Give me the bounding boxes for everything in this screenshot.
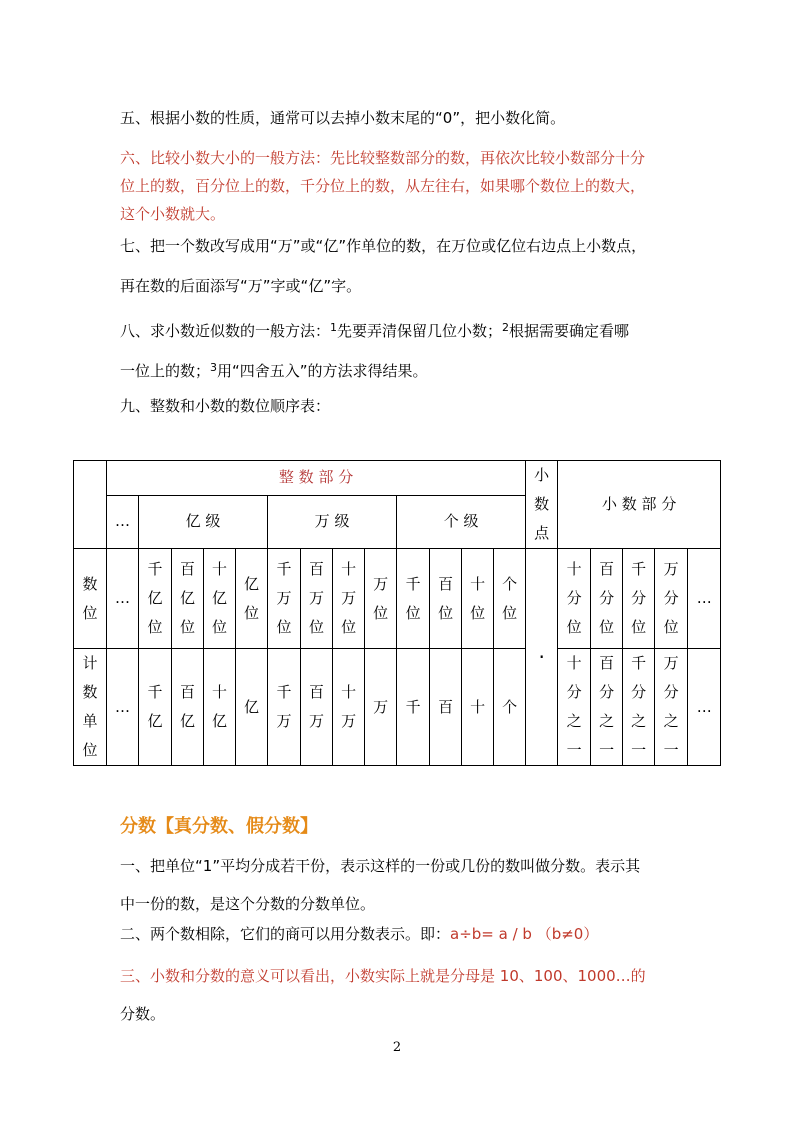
place-cell: 千 万 位 <box>268 549 301 649</box>
place-cell: 个 位 <box>494 549 526 649</box>
unit-cell: 十 亿 <box>204 649 236 766</box>
row-label-place: 数 位 <box>74 549 107 649</box>
decimal-part-header: 小 数 部 分 <box>558 461 721 549</box>
page-number: 2 <box>392 1040 402 1055</box>
wan-ji-header: 万 级 <box>268 495 397 548</box>
decimal-unit-cell: 万 分 之 一 <box>655 649 688 766</box>
yi-ji-header: 亿 级 <box>139 495 268 548</box>
unit-cell: 千 <box>397 649 430 766</box>
decimal-place-cell: 万 分 位 <box>655 549 688 649</box>
unit-cell: 十 <box>462 649 494 766</box>
line-6c: 这个小数就大。 <box>120 205 226 223</box>
decimal-place-cell: 千 分 位 <box>623 549 655 649</box>
decimal-unit-cell: 十 分 之 一 <box>558 649 591 766</box>
decimal-unit-cell: 千 分 之 一 <box>623 649 655 766</box>
decimal-place-cell: 十 分 位 <box>558 549 591 649</box>
place-cell: 百 万 位 <box>301 549 333 649</box>
unit-cell: 百 万 <box>301 649 333 766</box>
unit-cell: 千 万 <box>268 649 301 766</box>
ellipsis-cell: … <box>107 495 139 548</box>
line-6b: 位上的数，百分位上的数，千分位上的数，从左往右，如果哪个数位上的数大， <box>120 177 646 195</box>
fraction-heading: 分数【真分数、假分数】 <box>120 816 318 837</box>
place-cell: 百 位 <box>430 549 462 649</box>
line-8a: 八、求小数近似数的一般方法：$^1$先要弄清保留几位小数；$^2$根据需要确定看哪 <box>120 321 630 340</box>
place-cell: 亿 位 <box>236 549 268 649</box>
fraction-line-2: 二、两个数相除，它们的商可以用分数表示。即：a÷b= a / b （b≠0） <box>120 925 599 943</box>
ellipsis-cell: … <box>688 549 721 649</box>
line-5: 五、根据小数的性质，通常可以去掉小数末尾的“0”，把小数化简。 <box>120 109 566 127</box>
unit-cell: 个 <box>494 649 526 766</box>
unit-cell: 百 亿 <box>172 649 204 766</box>
place-cell: 百 亿 位 <box>172 549 204 649</box>
line-6a: 六、比较小数大小的一般方法：先比较整数部分的数，再依次比较小数部分十分 <box>120 149 646 167</box>
place-cell: 千 亿 位 <box>139 549 172 649</box>
fraction-line-1a: 一、把单位“1”平均分成若干份，表示这样的一份或几份的数叫做分数。表示其 <box>120 857 641 875</box>
decimal-unit-cell: 百 分 之 一 <box>591 649 623 766</box>
decimal-point-dot: · <box>526 549 558 766</box>
fraction-line-3a: 三、小数和分数的意义可以看出，小数实际上就是分母是 10、100、1000…的 <box>120 967 646 985</box>
unit-cell: 亿 <box>236 649 268 766</box>
unit-cell: 百 <box>430 649 462 766</box>
corner-cell <box>74 461 107 549</box>
fraction-line-1b: 中一份的数，是这个分数的分数单位。 <box>120 895 376 913</box>
row-label-unit: 计 数 单 位 <box>74 649 107 766</box>
fraction-line-3b: 分数。 <box>120 1005 166 1023</box>
unit-cell: 千 亿 <box>139 649 172 766</box>
decimal-point-header: 小 数 点 <box>526 461 558 549</box>
place-cell: 千 位 <box>397 549 430 649</box>
decimal-place-cell: 百 分 位 <box>591 549 623 649</box>
line-8b: 一位上的数；$^3$用“四舍五入”的方法求得结果。 <box>120 361 428 380</box>
place-value-table <box>73 460 721 766</box>
line-7a: 七、把一个数改写成用“万”或“亿”作单位的数，在万位或亿位右边点上小数点， <box>120 237 647 255</box>
place-cell: 十 万 位 <box>333 549 365 649</box>
ellipsis-cell: … <box>107 649 139 766</box>
ellipsis-cell: … <box>688 649 721 766</box>
integer-part-header: 整 数 部 分 <box>107 461 526 496</box>
place-cell: 万 位 <box>365 549 397 649</box>
place-cell: 十 亿 位 <box>204 549 236 649</box>
line-9: 九、整数和小数的数位顺序表： <box>120 397 331 415</box>
line-7b: 再在数的后面添写“万”字或“亿”字。 <box>120 277 362 295</box>
ellipsis-cell: … <box>107 549 139 649</box>
place-cell: 十 位 <box>462 549 494 649</box>
ge-ji-header: 个 级 <box>397 495 526 548</box>
unit-cell: 万 <box>365 649 397 766</box>
unit-cell: 十 万 <box>333 649 365 766</box>
